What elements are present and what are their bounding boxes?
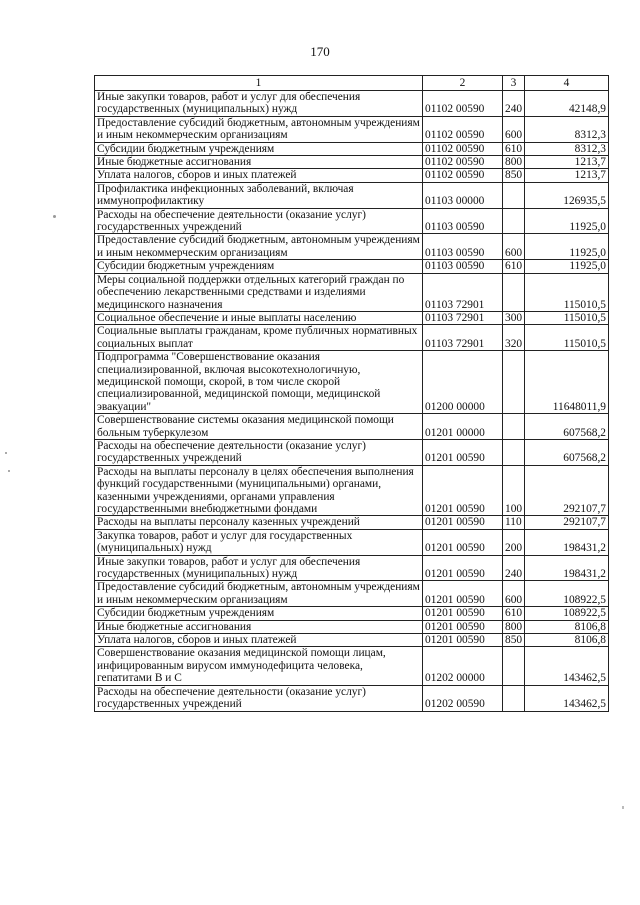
row-expense-type-cell: 600 xyxy=(503,116,525,142)
row-sum-cell: 42148,9 xyxy=(525,91,609,117)
row-code-cell: 01102 00590 xyxy=(423,116,503,142)
row-name-cell: Предоставление субсидий бюджетным, автономным учреждениям и иным некоммерческим организациям xyxy=(95,234,423,260)
row-name-cell: Расходы на обеспечение деятельности (оказание услуг) государственных учреждений xyxy=(95,439,423,465)
row-code-cell: 01202 00590 xyxy=(423,685,503,711)
budget-table xyxy=(94,75,609,712)
row-sum-cell: 8312,3 xyxy=(525,142,609,155)
row-sum-cell: 115010,5 xyxy=(525,311,609,324)
table-row xyxy=(95,325,609,351)
row-expense-type-cell: 300 xyxy=(503,311,525,324)
row-expense-type-cell: 850 xyxy=(503,169,525,182)
row-code-cell: 01201 00590 xyxy=(423,516,503,529)
row-name-cell: Субсидии бюджетным учреждениям xyxy=(95,260,423,273)
row-expense-type-cell xyxy=(503,208,525,234)
table-row xyxy=(95,516,609,529)
header-col-3: 3 xyxy=(503,76,525,91)
row-sum-cell: 126935,5 xyxy=(525,182,609,208)
row-sum-cell: 1213,7 xyxy=(525,169,609,182)
table-row xyxy=(95,607,609,620)
table-row xyxy=(95,439,609,465)
row-code-cell: 01202 00000 xyxy=(423,647,503,685)
row-name-cell: Расходы на обеспечение деятельности (оказание услуг) государственных учреждений xyxy=(95,685,423,711)
row-code-cell: 01103 00590 xyxy=(423,234,503,260)
row-sum-cell: 8106,8 xyxy=(525,634,609,647)
row-name-cell: Иные закупки товаров, работ и услуг для обеспечения государственных (муниципальных) нужд xyxy=(95,555,423,581)
row-expense-type-cell: 240 xyxy=(503,555,525,581)
row-name-cell: Профилактика инфекционных заболеваний, включая иммунопрофилактику xyxy=(95,182,423,208)
row-expense-type-cell: 110 xyxy=(503,516,525,529)
table-row xyxy=(95,260,609,273)
row-sum-cell: 1213,7 xyxy=(525,156,609,169)
row-sum-cell: 115010,5 xyxy=(525,273,609,311)
scan-speck xyxy=(622,806,624,809)
row-name-cell: Социальные выплаты гражданам, кроме публичных нормативных социальных выплат xyxy=(95,325,423,351)
row-expense-type-cell: 100 xyxy=(503,465,525,516)
table-row xyxy=(95,311,609,324)
table-row xyxy=(95,581,609,607)
row-code-cell: 01103 00590 xyxy=(423,260,503,273)
row-name-cell: Уплата налогов, сборов и иных платежей xyxy=(95,634,423,647)
row-code-cell: 01201 00590 xyxy=(423,634,503,647)
row-sum-cell: 115010,5 xyxy=(525,325,609,351)
table-row xyxy=(95,647,609,685)
table-row xyxy=(95,182,609,208)
header-col-4: 4 xyxy=(525,76,609,91)
row-name-cell: Предоставление субсидий бюджетным, автономным учреждениям и иным некоммерческим организациям xyxy=(95,581,423,607)
row-expense-type-cell: 200 xyxy=(503,529,525,555)
row-expense-type-cell: 610 xyxy=(503,260,525,273)
scan-speck xyxy=(8,470,10,472)
row-name-cell: Расходы на выплаты персоналу казенных учреждений xyxy=(95,516,423,529)
row-sum-cell: 143462,5 xyxy=(525,685,609,711)
row-sum-cell: 11925,0 xyxy=(525,234,609,260)
row-sum-cell: 108922,5 xyxy=(525,581,609,607)
row-sum-cell: 11925,0 xyxy=(525,208,609,234)
row-code-cell: 01201 00590 xyxy=(423,620,503,633)
table-row xyxy=(95,620,609,633)
row-sum-cell: 11925,0 xyxy=(525,260,609,273)
row-code-cell: 01102 00590 xyxy=(423,156,503,169)
row-name-cell: Уплата налогов, сборов и иных платежей xyxy=(95,169,423,182)
row-code-cell: 01102 00590 xyxy=(423,91,503,117)
row-expense-type-cell: 600 xyxy=(503,234,525,260)
row-expense-type-cell: 610 xyxy=(503,607,525,620)
table-row xyxy=(95,142,609,155)
row-sum-cell: 198431,2 xyxy=(525,555,609,581)
page-number: 170 xyxy=(310,44,330,59)
row-name-cell: Расходы на выплаты персоналу в целях обеспечения выполнения функций государственными (муниципальными) органами, казенными учреждениями, органами управления государственными внебюджетными фондами xyxy=(95,465,423,516)
row-expense-type-cell: 800 xyxy=(503,620,525,633)
row-name-cell: Подпрограмма "Совершенствование оказания специализированной, включая высокотехнологичную, медицинской помощи, скорой, в том числе скорой специализированной, медицинской помощи, медицинской эвакуации" xyxy=(95,351,423,414)
row-name-cell: Расходы на обеспечение деятельности (оказание услуг) государственных учреждений xyxy=(95,208,423,234)
row-code-cell: 01201 00590 xyxy=(423,439,503,465)
row-expense-type-cell: 800 xyxy=(503,156,525,169)
table-row xyxy=(95,156,609,169)
row-expense-type-cell: 600 xyxy=(503,581,525,607)
row-expense-type-cell xyxy=(503,647,525,685)
row-code-cell: 01103 00000 xyxy=(423,182,503,208)
row-code-cell: 01201 00590 xyxy=(423,555,503,581)
row-sum-cell: 108922,5 xyxy=(525,607,609,620)
row-code-cell: 01103 00590 xyxy=(423,208,503,234)
row-sum-cell: 143462,5 xyxy=(525,647,609,685)
row-expense-type-cell: 610 xyxy=(503,142,525,155)
row-expense-type-cell: 850 xyxy=(503,634,525,647)
row-expense-type-cell xyxy=(503,414,525,440)
header-col-1: 1 xyxy=(95,76,423,91)
row-name-cell: Меры социальной поддержки отдельных категорий граждан по обеспечению лекарственными средствами и изделиями медицинского назначения xyxy=(95,273,423,311)
row-code-cell: 01103 72901 xyxy=(423,311,503,324)
scan-speck xyxy=(53,215,56,218)
row-sum-cell: 607568,2 xyxy=(525,439,609,465)
row-name-cell: Субсидии бюджетным учреждениям xyxy=(95,142,423,155)
table-row xyxy=(95,414,609,440)
table-row xyxy=(95,169,609,182)
table-row xyxy=(95,555,609,581)
row-name-cell: Иные бюджетные ассигнования xyxy=(95,620,423,633)
row-name-cell: Закупка товаров, работ и услуг для государственных (муниципальных) нужд xyxy=(95,529,423,555)
row-name-cell: Совершенствование оказания медицинской помощи лицам, инфицированным вирусом иммунодефицита человека, гепатитами В и С xyxy=(95,647,423,685)
row-code-cell: 01201 00590 xyxy=(423,581,503,607)
table-row xyxy=(95,351,609,414)
table-row xyxy=(95,273,609,311)
row-code-cell: 01201 00000 xyxy=(423,414,503,440)
table-row xyxy=(95,465,609,516)
row-code-cell: 01103 72901 xyxy=(423,273,503,311)
row-name-cell: Субсидии бюджетным учреждениям xyxy=(95,607,423,620)
table-row xyxy=(95,685,609,711)
row-name-cell: Социальное обеспечение и иные выплаты населению xyxy=(95,311,423,324)
table-row xyxy=(95,91,609,117)
row-sum-cell: 11648011,9 xyxy=(525,351,609,414)
table-header-row xyxy=(95,76,609,91)
row-sum-cell: 607568,2 xyxy=(525,414,609,440)
row-code-cell: 01102 00590 xyxy=(423,142,503,155)
row-expense-type-cell: 320 xyxy=(503,325,525,351)
row-expense-type-cell xyxy=(503,439,525,465)
row-code-cell: 01201 00590 xyxy=(423,529,503,555)
row-code-cell: 01102 00590 xyxy=(423,169,503,182)
row-sum-cell: 8312,3 xyxy=(525,116,609,142)
table-row xyxy=(95,116,609,142)
row-name-cell: Иные бюджетные ассигнования xyxy=(95,156,423,169)
table-row xyxy=(95,529,609,555)
row-sum-cell: 292107,7 xyxy=(525,465,609,516)
row-code-cell: 01201 00590 xyxy=(423,465,503,516)
header-col-2: 2 xyxy=(423,76,503,91)
row-sum-cell: 292107,7 xyxy=(525,516,609,529)
table-row xyxy=(95,234,609,260)
table-row xyxy=(95,208,609,234)
row-code-cell: 01103 72901 xyxy=(423,325,503,351)
row-name-cell: Предоставление субсидий бюджетным, автономным учреждениям и иным некоммерческим организациям xyxy=(95,116,423,142)
row-sum-cell: 198431,2 xyxy=(525,529,609,555)
scan-speck xyxy=(5,452,7,454)
row-expense-type-cell xyxy=(503,182,525,208)
row-expense-type-cell xyxy=(503,685,525,711)
row-code-cell: 01200 00000 xyxy=(423,351,503,414)
table-row xyxy=(95,634,609,647)
row-code-cell: 01201 00590 xyxy=(423,607,503,620)
row-name-cell: Иные закупки товаров, работ и услуг для обеспечения государственных (муниципальных) нужд xyxy=(95,91,423,117)
row-expense-type-cell xyxy=(503,351,525,414)
row-sum-cell: 8106,8 xyxy=(525,620,609,633)
row-expense-type-cell: 240 xyxy=(503,91,525,117)
row-name-cell: Совершенствование системы оказания медицинской помощи больным туберкулезом xyxy=(95,414,423,440)
row-expense-type-cell xyxy=(503,273,525,311)
